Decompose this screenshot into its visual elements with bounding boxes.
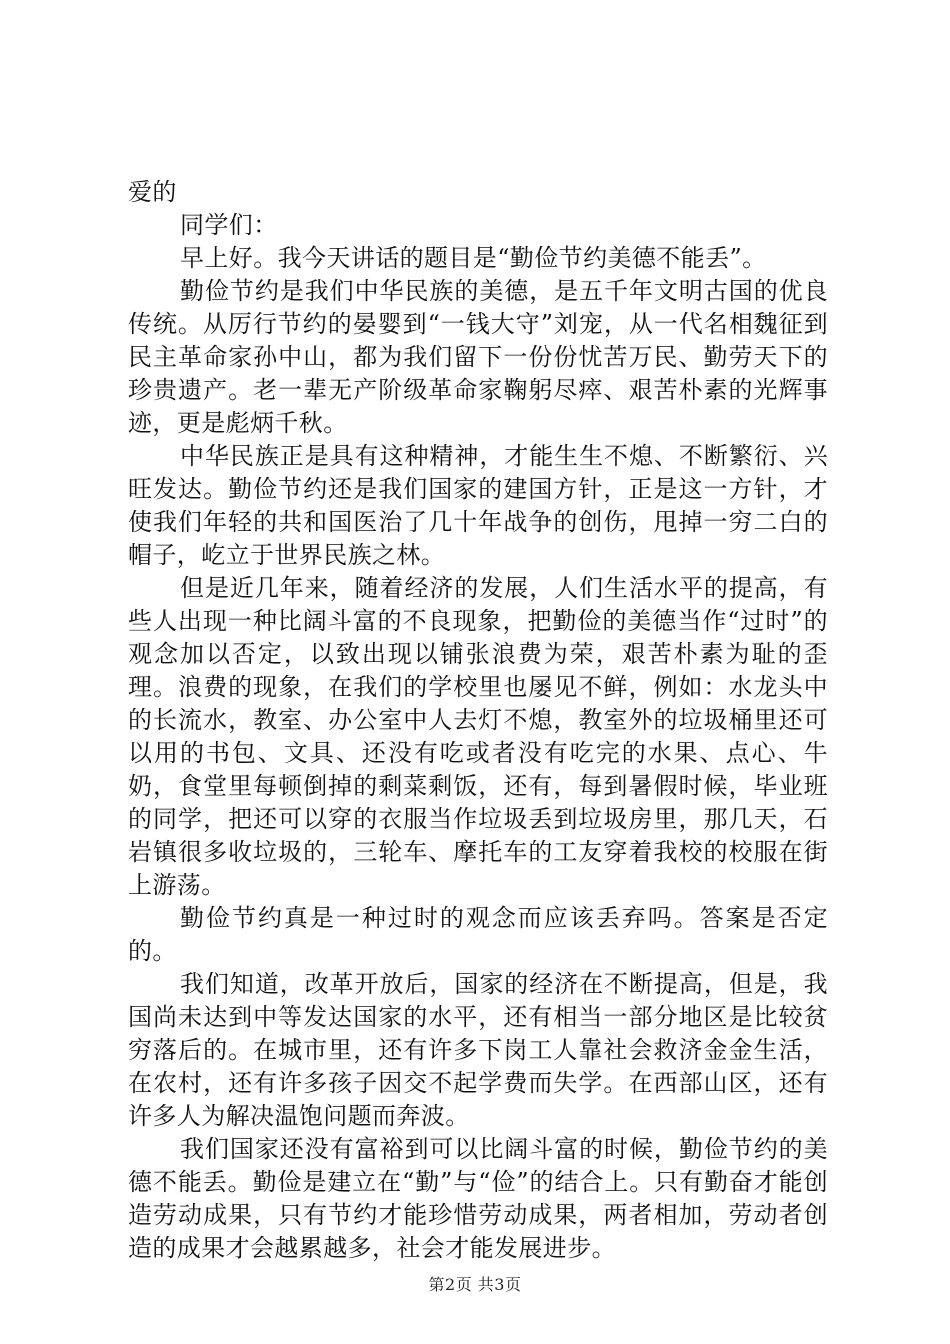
paragraph: 勤俭节约真是一种过时的观念而应该丢弃吗。答案是否定的。: [128, 904, 828, 965]
document-body: [128, 176, 828, 1265]
paragraph: 勤俭节约是我们中华民族的美德，是五千年文明古国的优良传统。从厉行节约的晏婴到“一钱大守”刘宠，从一代名相魏征到民主革命家孙中山，都为我们留下一份份忧苦万民、勤劳天下的珍贵遗产。老一辈无产阶级革命家鞠躬尽瘁、艰苦朴素的光辉事迹，更是彪炳千秋。: [128, 277, 828, 437]
paragraph: 但是近几年来，随着经济的发展，人们生活水平的提高，有些人出现一种比阔斗富的不良现象，把勤俭的美德当作“过时”的观念加以否定，以致出现以铺张浪费为荣，艰苦朴素为耻的歪理。浪费的现象，在我们的学校里也屡见不鲜，例如：水龙头中的长流水，教室、办公室中人去灯不熄，教室外的垃圾桶里还可以用的书包、文具、还没有吃或者没有吃完的水果、点心、牛奶，食堂里每顿倒掉的剩菜剩饭，还有，每到暑假时候，毕业班的同学，把还可以穿的衣服当作垃圾丢到垃圾房里，那几天，石岩镇很多收垃圾的，三轮车、摩托车的工友穿着我校的校服在街上游荡。: [128, 574, 828, 899]
paragraph: 早上好。我今天讲话的题目是“勤俭节约美德不能丢”。: [180, 244, 767, 272]
salutation: 同学们：: [180, 211, 278, 239]
page-number-footer: 第2页 共3页: [428, 1275, 522, 1294]
paragraph: 中华民族正是具有这种精神，才能生生不熄、不断繁衍、兴旺发达。勤俭节约还是我们国家的建国方针，正是这一方针，才使我们年轻的共和国医治了几十年战争的创伤，甩掉一穷二白的帽子，屹立于世界民族之林。: [128, 442, 828, 569]
paragraph: 我们国家还没有富裕到可以比阔斗富的时候，勤俭节约的美德不能丢。勤俭是建立在“勤”与“俭”的结合上。只有勤奋才能创造劳动成果，只有节约才能珍惜劳动成果，两者相加，劳动者创造的成果才会越累越多，社会才能发展进步。: [128, 1135, 828, 1262]
paragraph: 我们知道，改革开放后，国家的经济在不断提高，但是，我国尚未达到中等发达国家的水平，还有相当一部分地区是比较贫穷落后的。在城市里，还有许多下岗工人靠社会救济金金生活，在农村，还有许多孩子因交不起学费而失学。在西部山区，还有许多人为解决温饱问题而奔波。: [128, 970, 828, 1130]
greeting-fragment: 爱的: [128, 178, 177, 206]
